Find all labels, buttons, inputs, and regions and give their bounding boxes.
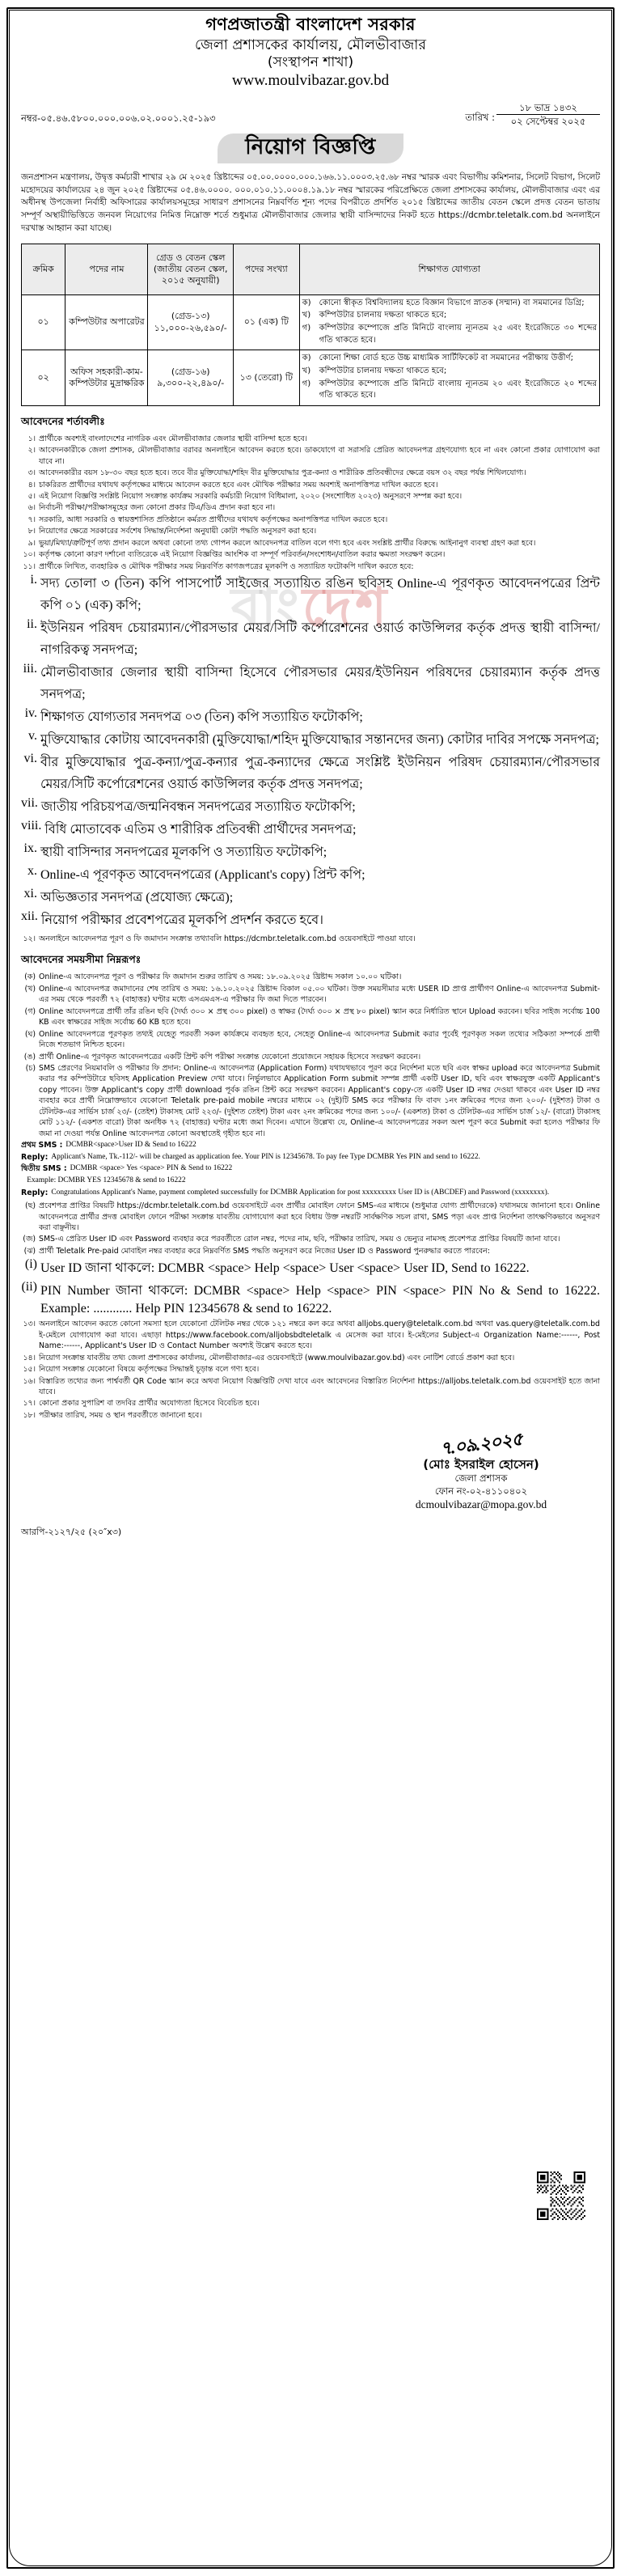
date-rule (496, 114, 600, 115)
conditions-list (21, 434, 600, 572)
first-reply-label: Reply: (21, 1152, 49, 1162)
education-item (302, 353, 597, 365)
intro-paragraph: জনপ্রশাসন মন্ত্রণালয়, উদ্বৃত্ত কর্মচারী শাখার ২৯ মে ২০২৫ খ্রিষ্টাব্দের ০৫.০০.০০০০.০০০.১৬৬.১১.০০০৩.২৫.৬৮ নম্বর স্মারক এবং বিভাগীয় কমিশনার, সিলেট বিভাগ, সিলেট মহোদয়ের কার্যালয়ের ২৪ জুন ২০২৫ খ্রিষ্টাব্দের ০৫.৪৬.০০০০. ০০০.০১০.১১.০০০৪.১৯.১৮ নম্বর স্মারকের পরিপ্রেক্ষিতে জেলা প্রশাসকের কার্যালয়, মৌলভীবাজার এবং এর অধীনস্থ উপজেলা নির্বাহী অফিসারের কার্যালয়সমূহের সাধারণ প্রশাসনের নিম্নবর্ণিত শূন্য পদের বিপরীতে প্রদর্শিত ২০১৫ খ্রিষ্টাব্দের জাতীয় বেতন স্কেলে প্রদত্ত বেতন ভাতায় সম্পূর্ণ অস্থায়ীভিত্তিতে জনবল নিয়োগের নিমিত্ত নিম্নোক্ত শর্তে শুধুমাত্র মৌলভীবাজার জেলার স্থায়ী বাসিন্দাদের নিকট হতে https://dcmbr.teletalk.com.bd অনলাইনে দরখাস্ত আহ্বান করা যাচ্ছে। (21, 172, 600, 233)
education-item (302, 379, 597, 402)
cell-post-name: কম্পিউটার অপারেটর (65, 294, 148, 350)
education-marker: ক) (302, 354, 311, 363)
education-marker: গ) (302, 324, 311, 333)
signature-block-wrap (21, 1429, 600, 1512)
branch-name: (সংস্থাপন শাখা) (267, 54, 354, 71)
list-item (21, 729, 600, 751)
list-item (21, 934, 600, 944)
item-text: অনলাইনে আবেদনপত্র পূরণ ও ফি জমাদান সংক্রান্ত তথ্যাবলি https://dcmbr.teletalk.com.bd ওয়েবসাইটে পাওয়া যাবে। (39, 934, 416, 944)
list-item (21, 1364, 600, 1375)
first-sms-value: DCMBR<space>User ID & Send to 16222 (65, 1141, 196, 1150)
list-item (21, 491, 600, 502)
item-number: ১৮। (23, 1410, 36, 1420)
first-sms-label: প্রথম SMS : (21, 1141, 63, 1150)
first-reply-text: Applicant's Name, Tk.-112/- will be charged as application fee. Your PIN is 12345678. To pay fee Type DCMBR Yes PIN and send to 16222. (51, 1152, 480, 1161)
table-row (22, 350, 600, 406)
item-number: (গ) (24, 1006, 36, 1016)
cell-grade: (গ্রেড-১৩) ১১,০০০-২৬,৫৯০/- (148, 294, 234, 350)
list-item (21, 468, 600, 478)
table-header-row (22, 244, 600, 294)
list-item (21, 526, 600, 536)
item-text: বীর মুক্তিযোদ্ধার পুত্র-কন্যা/পুত্র-কন্যার পুত্র-কন্যাদের ক্ষেত্রে সংশ্লিষ্ট ইউনিয়ন পরিষদ চেয়ারম্যান/পৌরসভার মেয়র/সিটি কর্পোরেশনের ওয়ার্ড কাউন্সিলর কর্তৃক প্রদত্ত সনদপত্র; (40, 756, 600, 792)
item-number: (ঝ) (23, 1246, 36, 1256)
item-number: ১৩। (23, 1320, 36, 1329)
cell-count: ১৩ (তেরো) টি (233, 350, 299, 406)
item-number: vi. (23, 752, 37, 766)
second-sms-label: দ্বিতীয় SMS : (21, 1164, 67, 1174)
item-text: আবেদনকারীর বয়স ১৮-৩০ বছর হতে হবে। তবে বীর মুক্তিযোদ্ধা/শহিদ বীর মুক্তিযোদ্ধার পুত্র-কন্যা ও শারীরিক প্রতিবন্ধীদের ক্ষেত্রে বয়স ৩২ বছর পর্যন্ত শিথিলযোগ্য। (39, 468, 526, 478)
list-item (21, 573, 600, 616)
list-item (21, 887, 600, 909)
table-row (22, 294, 600, 350)
item-number: ii. (27, 617, 37, 632)
item-text: নিয়োগ পরীক্ষার প্রবেশপত্রের মূলকপি প্রদর্শন করতে হবে। (40, 913, 323, 928)
th-serial: ক্রমিক (22, 244, 65, 294)
item-text: কর্তৃপক্ষ কোনো কারণ দর্শানো ব্যতিরেকে এই নিয়োগ বিজ্ঞপ্তির আংশিক বা সম্পূর্ণ পরিবর্তন/সংশোধন/বাতিল করার ক্ষমতা সংরক্ষণ করেন। (39, 550, 446, 560)
page-title: নিয়োগ বিজ্ঞপ্তি (218, 133, 403, 163)
second-reply-label: Reply: (21, 1188, 49, 1197)
item-text: নিয়োগ সংক্রান্ত যাবতীয় তথ্য জেলা প্রশাসকের কার্যালয়, মৌলভীবাজার-এর ওয়েবসাইটে (www.moulvibazar.gov.bd) এবং নোটিশ বোর্ডে প্রকাশ করা হবে। (39, 1353, 515, 1362)
education-item (302, 298, 597, 310)
item-text: সদ্য তোলা ৩ (তিন) কপি পাসপোর্ট সাইজের সত্যায়িত রঙিন ছবিসহ Online-এ পূরণকৃত আবেদনপত্রের প্রিন্ট কপি ০১ (এক) কপি; (40, 577, 600, 613)
item-number: ix. (23, 841, 37, 856)
th-grade-scale: গ্রেড ও বেতন স্কেল (জাতীয় বেতন স্কেল, ২০১৫ অনুযায়ী) (148, 244, 234, 294)
item-number: ১৪। (23, 1353, 36, 1362)
conditions-heading: আবেদনের শর্তাবলীঃ (21, 414, 105, 427)
item-number: ১০। (23, 550, 36, 560)
memo-row (21, 102, 600, 128)
signatory-designation: জেলা প্রশাসক (454, 1472, 508, 1485)
list-item (21, 549, 600, 560)
list-item (21, 1063, 600, 1139)
item-number: ১৬। (23, 1376, 36, 1386)
cell-post-name: অফিস সহকারী-কাম-কম্পিউটার মুদ্রাক্ষরিক (65, 350, 148, 406)
education-text: কোনো স্বীকৃত বিশ্ববিদ্যালয় হতে বিজ্ঞান বিভাগে স্নাতক (সম্মান) বা সমমানের ডিগ্রি; (319, 298, 585, 307)
cell-education (299, 350, 599, 406)
item-text: প্রার্থীকে অবশ্যই বাংলাদেশের নাগরিক এবং মৌলভীবাজার জেলার স্থায়ী বাসিন্দা হতে হবে। (39, 434, 307, 443)
list-item (21, 706, 600, 728)
item-text: প্রার্থী Teletalk Pre-paid মোবাইল নম্বর ব্যবহার করে নিম্নবর্ণিত SMS পদ্ধতি অনুসরণ করে নিজের User ID ও Password পুনরুদ্ধার করতে পারবেন: (39, 1246, 490, 1256)
list-item (21, 1280, 600, 1316)
item-text: আবেদনকারীকে জেলা প্রশাসক, মৌলভীবাজার বরাবর অনলাইনে আবেদন করতে হবে। ডাকযোগে বা সরাসরি প্রেরিত আবেদনপত্র গ্রহণযোগ্য হবে না এবং কোনো প্রকার যোগাযোগ করা যাবে না। (39, 446, 600, 466)
item-text: Online-এ আবেদনপত্র জমাদানের শেষ তারিখ ও সময়: ১৬.১০.২০২৫ খ্রিষ্টাব্দ বিকাল ০৫.০০ ঘটিকা। উক্ত সময়সীমার মধ্যে USER ID প্রাপ্ত প্রার্থীগণ Online-এ আবেদনপত্র Submit-এর সময় থেকে পরবর্তী ৭২ (বাহাত্তর) ঘণ্টার মধ্যে এসএমএস-এ পরীক্ষার ফি জমা দিতে পারবেন। (39, 984, 600, 1005)
th-education: শিক্ষাগত যোগ্যতা (299, 244, 599, 294)
item-number: (ছ) (25, 1201, 36, 1211)
item-text: এই নিয়োগ বিজ্ঞপ্তি সংশ্লিষ্ট নিয়োগ সংক্রান্ত কার্যক্রম সরকারি কর্মচারী নিয়োগ বিধিমালা, ২০২০ (সংশোধিত ২০২৩) অনুসরণে সম্পন্ন করা হবে। (39, 491, 463, 501)
recovery-list (21, 1257, 600, 1316)
education-marker: খ) (302, 366, 311, 375)
list-item (21, 1376, 600, 1398)
item-number: (ঘ) (24, 1029, 36, 1039)
list-item (21, 1029, 600, 1051)
signature-block (380, 1429, 600, 1512)
education-item (302, 366, 597, 378)
item-number: ৬। (27, 503, 36, 513)
second-reply-text: Congratulations Applicant's Name, payment completed successfully for DCMBR Application for post xxxxxxxxx User ID is (ABCDEF) and Password (xxxxxxxx). (51, 1188, 550, 1197)
item-text: বিধি মোতাবেক এতিম ও শারীরিক প্রতিবন্ধী প্রার্থীদের সনদপত্র; (44, 823, 357, 837)
item-text: পরীক্ষার তারিখ, সময় ও স্থান পরবর্তীতে জানানো হবে। (39, 1410, 202, 1420)
item-text: ইউনিয়ন পরিষদ চেয়ারম্যান/পৌরসভার মেয়র/সিটি কর্পোরেশনের ওয়ার্ড কাউন্সিলর কর্তৃক প্রদত্ত স্থায়ী বাসিন্দা/নাগরিকত্ব সনদপত্র; (40, 621, 600, 658)
item-number: xi. (23, 887, 37, 901)
item-number: (জ) (23, 1235, 36, 1244)
cell-serial: ০১ (22, 294, 65, 350)
item-text: অভিজ্ঞতার সনদপত্র (প্রযোজ্য ক্ষেত্রে); (40, 891, 234, 905)
cell-education (299, 294, 599, 350)
item-number: (ঙ) (23, 1052, 36, 1061)
list-item (21, 1410, 600, 1421)
item-text: শিক্ষাগত যোগ্যতার সনদপত্র ০৩ (তিন) কপি সত্যায়িত ফটোকপি; (40, 710, 363, 725)
item-text: সরকারি, আধা সরকারি ও স্বায়ত্তশাসিত প্রতিষ্ঠানে কর্মরত প্রার্থীদের যথাযথ কর্তৃপক্ষের অনাপত্তিপত্র দাখিল করতে হবে। (39, 515, 388, 524)
list-item (21, 1246, 600, 1256)
timeline-list (21, 972, 600, 1139)
condition-12-list (21, 934, 600, 944)
item-number: ২। (27, 446, 36, 455)
item-number: viii. (21, 819, 42, 833)
item-number: x. (27, 864, 37, 879)
office-website: www.moulvibazar.gov.bd (231, 72, 390, 90)
item-text: ভুয়া/মিথ্যা/ত্রুটিপূর্ণ তথ্য প্রদান করলে অথবা কোনো তথ্য গোপন করলে আবেদনপত্র বাতিল বলে গণ্য হবে এবং সংশ্লিষ্ট প্রার্থীর বিরুদ্ধে আইনানুগ ব্যবস্থা গ্রহণ করা হবে। (39, 538, 536, 548)
item-text: অনলাইনে আবেদন করতে কোনো সমস্যা হলে যেকোনো টেলিটক নম্বর থেকে ১২১ নম্বরে কল করে অথবা alljobs.query@teletalk.com.bd অথবা vas.query@teletalk.com.bd ই-মেইলে যোগাযোগ করা যাবে। এছাড়া https://www.facebook.com/alljobsbdteletalk এ মেসেজ করা যাবে। ই-মেইলের Subject-এ Organization Name:------, Post Name:------, Applicant's User ID ও Contact Number অবশ্যই উল্লেখ করতে হবে। (39, 1320, 600, 1351)
item-number: ৫। (27, 491, 36, 501)
date-bangla: ১৮ ভাদ্র ১৪৩২ (519, 101, 577, 113)
office-name: জেলা প্রশাসকের কার্যালয়, মৌলভীবাজার (195, 36, 426, 53)
list-item (21, 617, 600, 661)
item-number: (খ) (24, 984, 36, 994)
watermark-right: দেশ (302, 576, 391, 638)
list-item (21, 1398, 600, 1409)
item-number: (ii) (21, 1280, 37, 1294)
item-number: ১৫। (23, 1365, 36, 1375)
government-name: গণপ্রজাতন্ত্রী বাংলাদেশ সরকার (205, 15, 416, 34)
required-documents-list (21, 573, 600, 931)
timeline-heading: আবেদনের সময়সীমা নিম্নরূপঃ (21, 953, 142, 966)
footer-reference: আরপি-২১২৭/২৫ (২০″x৩) (21, 1527, 122, 1538)
list-item (21, 434, 600, 444)
item-text: প্রার্থী Online-এ পূরণকৃত আবেদনপত্রের একটি প্রিন্ট কপি পরীক্ষা সংক্রান্ত যেকোনো প্রয়োজনে সহায়ক হিসেবে সংরক্ষণ করবেন। (39, 1052, 421, 1061)
list-item (21, 1353, 600, 1363)
item-text: SMS-এ প্রেরিত User ID এবং Password ব্যবহার করে পরবর্তীতে রোল নম্বর, পদের নাম, ছবি, পরীক্ষার তারিখ, সময় ও ভেন্যুর নামসহ প্রবেশপত্র প্রাপ্তির বিষয়টি জানা যাবে। (39, 1235, 560, 1244)
item-number: ৪। (27, 480, 36, 489)
list-item (21, 984, 600, 1006)
item-text: কোনো প্রকার সুপারিশ বা তদবির প্রার্থীর অযোগ্যতা হিসেবে বিবেচিত হবে। (39, 1399, 260, 1409)
item-text: প্রার্থীকে লিখিত, ব্যবহারিক ও মৌখিক পরীক্ষার সময় নিম্নবর্ণিত কাগজপত্রের মূলকপি ও সত্যায়িত ফটোকপি দাখিল করতে হবে: (39, 561, 414, 571)
list-item (21, 796, 600, 818)
list-item (21, 909, 600, 931)
item-number: ৮। (27, 527, 36, 536)
second-example-label (21, 1176, 23, 1187)
first-sms-reply-line (21, 1152, 600, 1163)
list-item (21, 515, 600, 525)
item-number: ৩। (27, 468, 36, 478)
list-item (21, 1006, 600, 1028)
signatory-phone: ফোন নং-০২-৪১১০৪০২ (434, 1485, 528, 1497)
item-number: ১১। (23, 561, 36, 571)
item-number: ৯। (27, 538, 36, 548)
list-item (21, 1257, 600, 1279)
education-marker: গ) (302, 379, 311, 388)
list-item (21, 1201, 600, 1233)
vacancy-table-body (22, 294, 600, 405)
date-english: ০২ সেপ্টেম্বর ২০২৫ (510, 116, 586, 128)
signatory-name: (মোঃ ইসরাইল হোসেন) (423, 1456, 539, 1472)
list-item (21, 972, 600, 982)
list-item (21, 752, 600, 795)
signatory-email: dcmoulvibazar@mopa.gov.bd (415, 1498, 547, 1511)
list-item (21, 819, 600, 841)
watermark-left: বাং (230, 576, 303, 638)
item-text: স্থায়ী বাসিন্দার সনদপত্রের মূলকপি ও সত্যায়িত ফটোকপি; (40, 845, 327, 860)
cell-count: ০১ (এক) টি (233, 294, 299, 350)
list-item (21, 662, 600, 705)
letterhead (21, 15, 600, 91)
second-sms-reply-line (21, 1188, 600, 1199)
item-text: নিয়োগ সংক্রান্ত যেকোনো বিষয়ে কর্তৃপক্ষের সিদ্ধান্তই চূড়ান্ত বলে গণ্য হবে। (39, 1365, 260, 1375)
handwritten-signature: ৭.০৯.২০২৫ (438, 1429, 524, 1460)
cell-serial: ০২ (22, 350, 65, 406)
sms-instructions (21, 1140, 600, 1198)
th-post-name: পদের নাম (65, 244, 148, 294)
item-text: নিয়োগের ক্ষেত্রে সরকারের সর্বশেষ সিদ্ধান্ত/নির্দেশনা অনুযায়ী কোটা পদ্ধতি অনুসরণ করা হবে। (39, 527, 317, 536)
vacancy-table-head (22, 244, 600, 294)
education-marker: ক) (302, 298, 311, 307)
item-number: (ক) (24, 972, 36, 982)
item-text: Online-এ পূরণকৃত আবেদনপত্রের (Applicant's copy) প্রিন্ট কপি; (40, 868, 365, 883)
education-text: কম্পিউটার কম্পোজে প্রতি মিনিটে বাংলায় ন্যূনতম ২০ এবং ইংরেজিতে ২০ শব্দের গতি থাকতে হবে। (319, 379, 597, 400)
list-item (21, 502, 600, 513)
item-number: v. (28, 729, 37, 744)
list-item (21, 445, 600, 467)
list-item (21, 1319, 600, 1351)
education-item (302, 310, 597, 322)
item-text: মুক্তিযোদ্ধার কোটায় আবেদনকারী (মুক্তিযোদ্ধা/শহিদ মুক্তিযোদ্ধার সন্তানদের জন্য) কোটার দাবির সপক্ষে সনদপত্র; (40, 733, 599, 748)
final-conditions-list (21, 1319, 600, 1421)
item-text: Online আবেদনপত্রে প্রার্থী তাঁর রঙিন ছবি (দৈর্ঘ্য ৩০০ × প্রস্থ ৩০০ pixel) ও স্বাক্ষর (দৈর্ঘ্য ৩০০ × প্রস্থ ৮০ pixel) স্ক্যান করে নির্ধারিত স্থানে Upload করবেন। ছবির সাইজ সর্বোচ্চ 100 KB এবং স্বাক্ষরের সাইজ সর্বোচ্চ 60 KB হতে হবে। (39, 1006, 600, 1027)
education-marker: খ) (302, 311, 311, 320)
item-text: নির্বাচনী পরীক্ষা/পরীক্ষাসমূহের জন্য কোনো প্রকার টিএ/ডিএ প্রদান করা হবে না। (39, 503, 276, 513)
list-item (21, 841, 600, 863)
list-item (21, 561, 600, 572)
first-sms-line (21, 1140, 600, 1151)
date-values (496, 102, 600, 128)
item-text: PIN Number জানা থাকলে: DCMBR <space> Help <space> PIN <space> PIN No & Send to 16222. Example: ............ Help PIN 12345678 & send to 16222. (40, 1284, 600, 1316)
item-number: i. (30, 573, 37, 587)
item-number: iv. (24, 706, 37, 721)
item-number: ১২। (23, 934, 36, 944)
th-post-count: পদের সংখ্যা (233, 244, 299, 294)
item-number: ৭। (27, 515, 36, 524)
list-item (21, 480, 600, 490)
cell-grade: (গ্রেড-১৬) ৯,৩০০-২২,৪৯০/- (148, 350, 234, 406)
second-example-text: Example: DCMBR YES 12345678 & send to 16222 (27, 1176, 186, 1184)
item-text: User ID জানা থাকলে: DCMBR <space> Help <space> User <space> User ID, Send to 16222. (40, 1261, 530, 1276)
education-text: কম্পিউটার চালনায় দক্ষতা থাকতে হবে; (319, 311, 447, 320)
education-item (302, 323, 597, 346)
second-sms-line (21, 1163, 600, 1175)
item-text: SMS প্রেরণের নিয়মাবলি ও পরীক্ষার ফি প্রদান: Online-এ আবেদনপত্র (Application Form) যথাযথভাবে পূরণ করে নির্দেশনা মতে ছবি এবং স্বাক্ষর upload করে আবেদনপত্র Submit করার পর কম্পিউটারে ছবিসহ Application Preview দেখা যাবে। নির্ভুলভাবে Application Form submit সম্পন্ন প্রার্থী একটি User ID, ছবি এবং স্বাক্ষরযুক্ত একটি Applicant's copy পাবেন। উক্ত Applicant's copy প্রার্থী download পূর্বক রঙিন প্রিন্ট করে সংরক্ষণ করবেন। Applicant's copy-তে একটি User ID নম্বর দেওয়া থাকবে এবং User ID নম্বর ব্যবহার করে প্রার্থী নিম্নোক্তভাবে যেকোনো Teletalk pre-paid mobile নম্বরের মাধ্যমে ০২ (দুই)টি SMS করে পরীক্ষার ফি বাবদ ১নং ক্রমিকের পদের জন্য ২০০/- (দুইশত) টাকা ও টেলিটক-এর সার্ভিস চার্জ ২৩/- (তেইশ) টাকাসহ মোট ২২৩/- (দুইশত তেইশ) টাকা এবং ২নং ক্রমিকের পদের জন্য ১০০/- (একশত) টাকা ও টেলিটক-এর সার্ভিস চার্জ ১২/- (বারো) টাকাসহ মোট ১১২/- (একশত বারো) টাকা অনধিক ৭২ (বাহাত্তর) ঘণ্টার মধ্যে জমা দিবেন। এখানে উল্লেখ্য যে, Online-এ আবেদনপত্রের সকল অংশ পূরণ করে Submit করা হলেও পরীক্ষার ফি জমা না দেওয়া পর্যন্ত Online আবেদনপত্র কোনো অবস্থাতেই গৃহীত হবে না। (39, 1063, 600, 1138)
item-number: (চ) (25, 1063, 36, 1073)
date-label: তারিখ : (465, 111, 495, 123)
memo-date-group (465, 102, 600, 128)
post-sms-list (21, 1201, 600, 1256)
item-number: xii. (21, 909, 38, 924)
education-text: কম্পিউটার কম্পোজে প্রতি মিনিটে বাংলায় ন্যূনতম ২৫ এবং ইংরেজিতে ৩০ শব্দের গতি থাকতে হবে। (319, 324, 597, 345)
vacancy-table (21, 244, 600, 406)
item-number: vii. (21, 796, 38, 811)
item-number: (i) (24, 1257, 37, 1272)
item-text: জাতীয় পরিচয়পত্র/জন্মনিবন্ধন সনদপত্রের সত্যায়িত ফটোকপি; (40, 800, 356, 815)
item-text: বিস্তারিত তথ্যের জন্য পার্শ্ববর্তী QR Code স্ক্যান করে অথবা নিয়োগ বিজ্ঞপ্তিটি দেখা যাবে এবং আবেদনের বিস্তারিত নির্দেশনা https://alljobs.teletalk.com.bd ওয়েবসাইট হতে জানা যাবে। (39, 1376, 600, 1396)
item-text: চাকরিরত প্রার্থীদের যথাযথ কর্তৃপক্ষের মাধ্যমে আবেদন করতে হবে এবং মৌখিক পরীক্ষার সময় অবশ্যই অনাপত্তিপত্র দাখিল করতে হবে। (39, 480, 438, 489)
second-sms-example-line (21, 1176, 600, 1187)
list-item (21, 538, 600, 549)
item-text: Online-এ আবেদনপত্র পূরণ ও পরীক্ষার ফি জমাদান শুরুর তারিখ ও সময়: ১৮.০৯.২০২৫ খ্রিষ্টাব্দ সকাল ১০.০০ ঘটিকা। (39, 972, 402, 982)
education-text: কম্পিউটার চালনায় দক্ষতা থাকতে হবে; (319, 366, 447, 375)
memo-number: নম্বর-০৫.৪৬.৫৮০০.০০০.০০৬.০২.০০০১.২৫-১৯৩ (21, 112, 216, 124)
title-banner-wrap (21, 133, 600, 163)
list-item (21, 1052, 600, 1062)
item-text: মৌলভীবাজার জেলার স্থায়ী বাসিন্দা হিসেবে পৌরসভার মেয়র/ইউনিয়ন পরিষদের চেয়ারম্যান কর্তৃক প্রদত্ত সনদপত্র; (40, 666, 600, 702)
item-number: ১। (27, 434, 36, 443)
second-sms-value: DCMBR <space> Yes <space> PIN & Send to 16222 (70, 1164, 233, 1173)
education-text: কোনো শিক্ষা বোর্ড হতে উচ্চ মাধ্যমিক সার্টিফিকেট বা সমমানের পরীক্ষায় উত্তীর্ণ; (319, 354, 574, 363)
list-item (21, 864, 600, 886)
item-text: Online আবেদনপত্রে পূরণকৃত তথ্যই যেহেতু পরবর্তী সকল কার্যক্রমে ব্যবহৃত হবে, সেহেতু Online-এ আবেদনপত্র Submit করার পূর্বেই পূরণকৃত সকল তথ্যের সঠিকতা সম্পর্কে প্রার্থী নিজে শতভাগ নিশ্চিত হবেন। (39, 1029, 600, 1050)
list-item (21, 1234, 600, 1244)
item-number: ১৭। (23, 1399, 36, 1409)
item-number: iii. (23, 662, 37, 676)
item-text: প্রবেশপত্র প্রাপ্তির বিষয়টি https://dcmbr.teletalk.com.bd ওয়েবসাইটে এবং প্রার্থীর মোবাইল ফোনে SMS-এর মাধ্যমে (শুধুমাত্র যোগ্য প্রার্থীদেরকে) যথাসময়ে জানানো হবে। Online আবেদনপত্রে প্রার্থীর প্রদত্ত মোবাইল ফোনে পরীক্ষা সংক্রান্ত যাবতীয় যোগাযোগ করা হবে বিধায় উক্ত নম্বরটি সার্বক্ষণিক সচল রাখা, SMS পড়া এবং প্রাপ্ত নির্দেশনা তাৎক্ষণিকভাবে অনুসরণ করা বাঞ্ছনীয়। (39, 1201, 600, 1233)
qr-code-icon[interactable] (537, 2171, 585, 2220)
